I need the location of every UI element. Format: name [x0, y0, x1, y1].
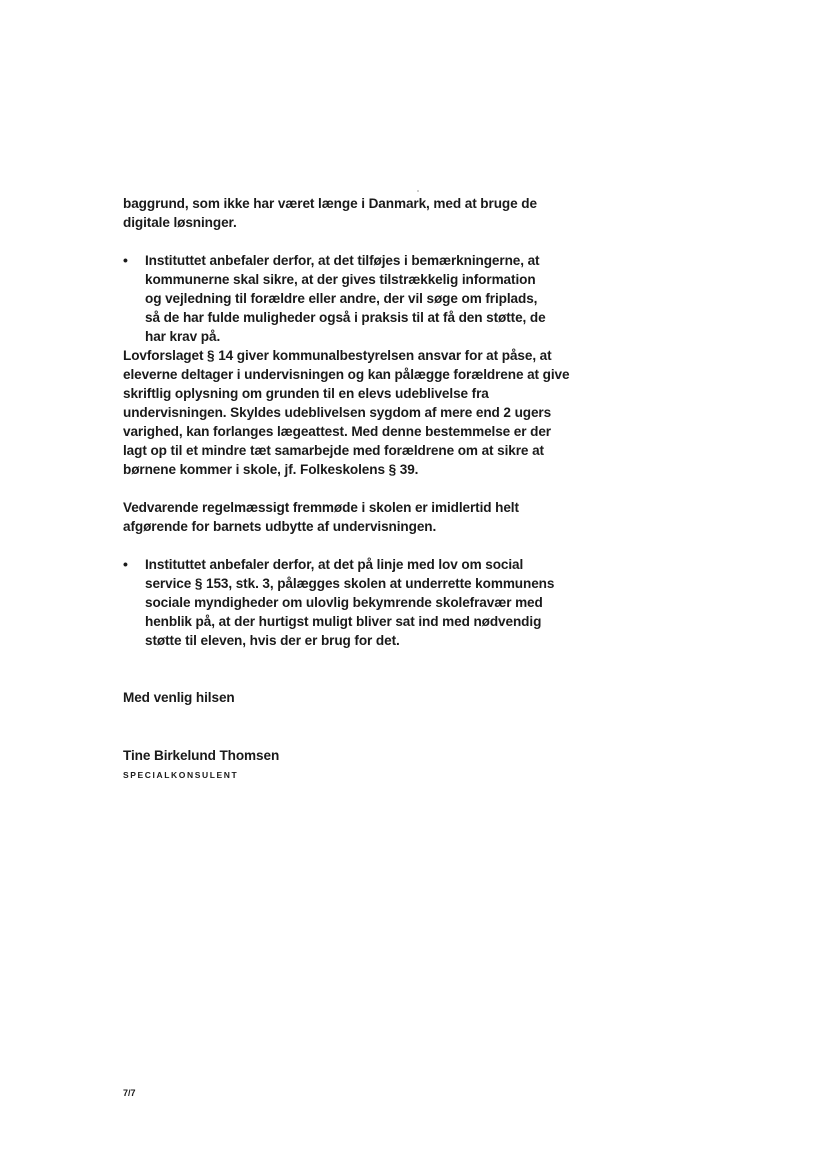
bullet-text: Instituttet anbefaler derfor, at det tilføjes i bemærkningerne, at kommunerne skal sikre, at der gives tilstrækkelig information og vejledning til forældre eller andre, der vil søge om friplads, så de har fulde muligheder også i praksis til at få den støtte, de har krav på. [145, 253, 546, 344]
bullet-item-friplads [123, 251, 553, 346]
paragraph-intro: baggrund, som ikke har været længe i Danmark, med at bruge de digitale løsninger. [123, 196, 537, 230]
scan-speck [417, 190, 419, 192]
paragraph-lovforslag: Lovforslaget § 14 giver kommunalbestyrelsen ansvar for at påse, at eleverne deltager i undervisningen og kan pålægge forældrene at give skriftlig oplysning om grunden til en elevs udeblivelse fra undervisningen. Skyldes udeblivelsen sygdom af mere end 2 ugers varighed, kan forlanges lægeattest. Med denne bestemmelse er der lagt op til et mindre tæt samarbejde med forældrene om at sikre at børnene kommer i skole, jf. Folkeskolens § 39. [123, 348, 570, 477]
closing-greeting: Med venlig hilsen [123, 690, 235, 705]
bullet-text: Instituttet anbefaler derfor, at det på linje med lov om social service § 153, stk. 3, pålægges skolen at underrette kommunens sociale myndigheder om ulovlig bekymrende skolefravær med henblik på, at der hurtigst muligt bliver sat ind med nødvendig støtte til eleven, hvis der er brug for det. [145, 557, 555, 648]
page-number: 7/7 [123, 1088, 136, 1098]
paragraph-fremmoede: Vedvarende regelmæssigt fremmøde i skolen er imidlertid helt afgørende for barnets udbytte af undervisningen. [123, 500, 519, 534]
bullet-item-underretning [123, 555, 573, 650]
bullet-icon: • [123, 556, 128, 572]
bullet-icon: • [123, 252, 128, 268]
signer-title: SPECIALKONSULENT [123, 770, 239, 780]
signer-name: Tine Birkelund Thomsen [123, 748, 280, 763]
